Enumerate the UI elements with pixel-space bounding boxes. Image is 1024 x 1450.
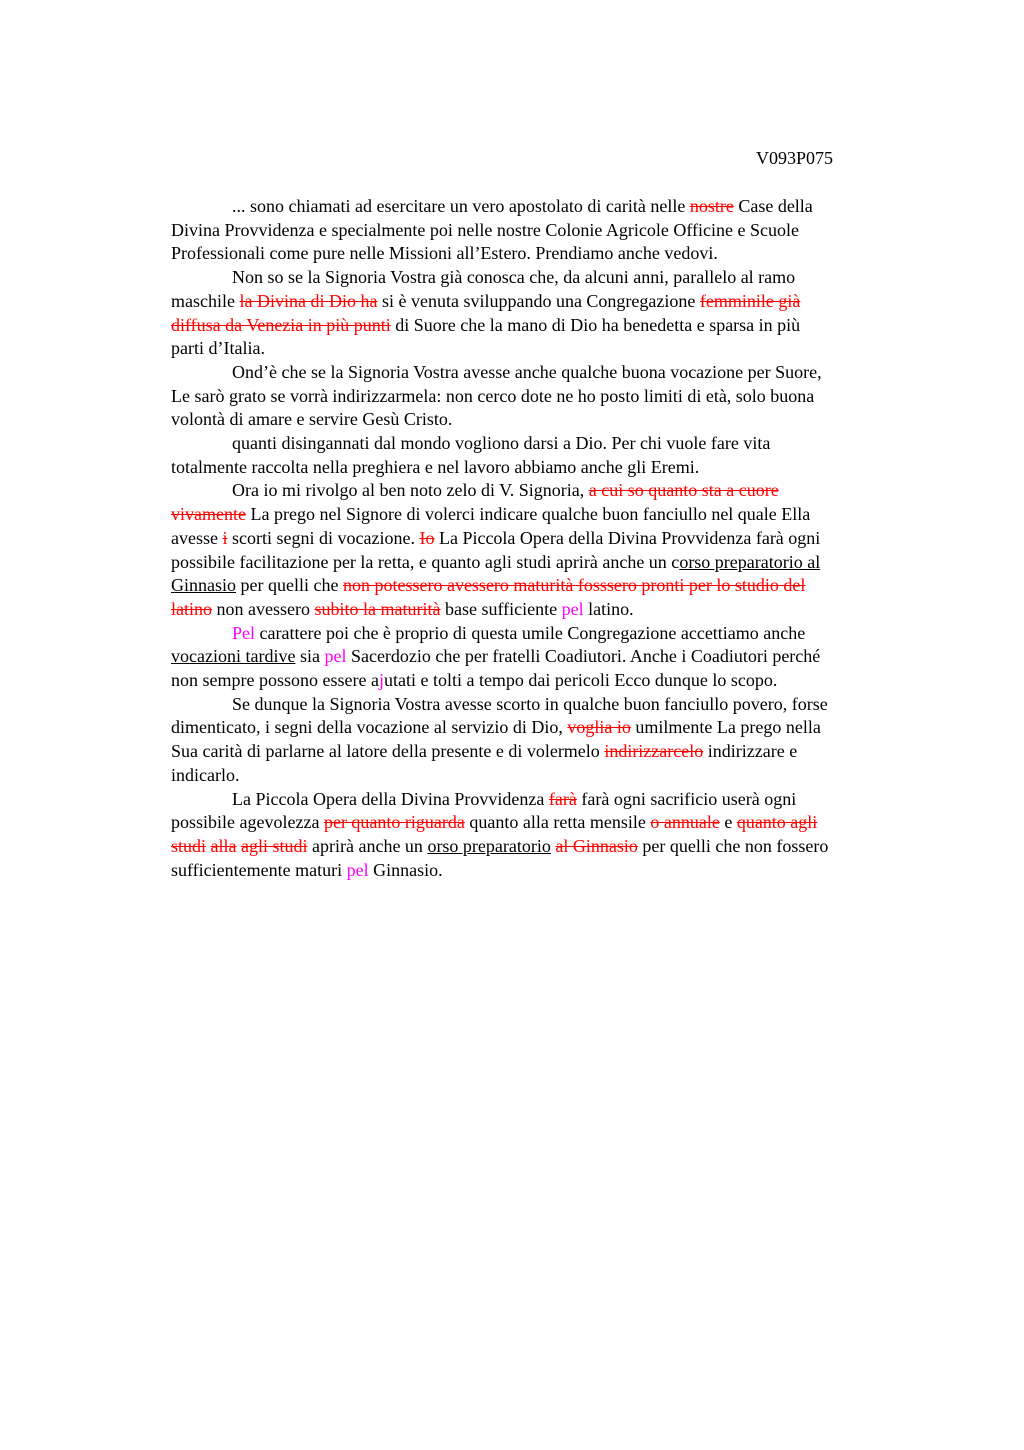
deleted-text: farà	[548, 788, 577, 809]
text-run: Sua carità di parlarne al latore della presente e di volermelo	[171, 741, 605, 762]
deleted-text: vivamente	[171, 504, 246, 525]
paragraph	[171, 479, 929, 621]
inserted-text: pel	[324, 646, 347, 667]
deleted-text: subito la maturità	[314, 598, 441, 619]
text-run: avesse	[171, 527, 223, 548]
text-run: di Suore che la mano di Dio ha benedetta e sparsa in più	[390, 314, 801, 335]
text-run: latino.	[583, 598, 634, 619]
deleted-text: per quanto riguarda	[323, 812, 465, 833]
text-run: farà ogni sacrificio userà ogni	[576, 788, 797, 809]
text-run: e	[719, 812, 737, 833]
text-run: dimenticato, i segni della vocazione al servizio di Dio,	[171, 717, 568, 738]
text-run: Divina Provvidenza e specialmente poi nelle nostre Colonie Agricole Officine e Scuole	[171, 219, 799, 240]
text-run: parti d’Italia.	[171, 338, 265, 359]
deleted-text: studi	[171, 835, 207, 856]
text-run: non sempre possono essere a	[171, 670, 379, 691]
text-run: quanto alla retta mensile	[464, 812, 651, 833]
text-run: La Piccola Opera della Divina Provvidenza	[232, 788, 549, 809]
deleted-text: la Divina di Dio ha	[239, 290, 378, 311]
letter-body	[171, 195, 929, 882]
deleted-text: a cui so quanto sta a cuore	[588, 480, 779, 501]
deleted-text: quanto agli	[736, 812, 818, 833]
deleted-text: voglia io	[567, 717, 631, 738]
text-run: base sufficiente	[440, 598, 562, 619]
underlined-text: orso preparatorio al	[679, 551, 821, 572]
inserted-text: pel	[346, 859, 369, 880]
text-run: volontà di amare e servire Gesù Cristo.	[171, 409, 453, 430]
text-run: carattere poi che è proprio di questa umile Congregazione accettiamo anche	[255, 622, 806, 643]
text-run: indirizzare e	[703, 741, 798, 762]
text-run: non avessero	[212, 598, 315, 619]
deleted-text: alla	[210, 835, 237, 856]
page-identifier: V093P075	[756, 148, 834, 168]
text-run: La prego nel Signore di volerci indicare qualche buon fanciullo nel quale Ella	[245, 504, 811, 525]
text-run: Ginnasio.	[368, 859, 443, 880]
deleted-text: femminile già	[699, 290, 801, 311]
paragraph	[171, 622, 929, 693]
text-run: quanti disingannati dal mondo vogliono darsi a Dio. Per chi vuole fare vita	[232, 433, 771, 454]
deleted-text: i	[222, 527, 228, 548]
text-run: per quelli che	[236, 575, 343, 596]
deleted-text: al Ginnasio	[555, 835, 638, 856]
deleted-text: latino	[171, 598, 212, 619]
text-run: utati e tolti a tempo dai pericoli Ecco dunque lo scopo.	[383, 670, 778, 691]
text-run: maschile	[171, 290, 240, 311]
underlined-text: orso preparatorio	[427, 835, 551, 856]
text-run: possibile facilitazione per la retta, e quanto agli studi aprirà anche un c	[171, 551, 680, 572]
text-run: sia	[295, 646, 325, 667]
text-run: Professionali come pure nelle Missioni all’Estero. Prendiamo anche vedovi.	[171, 243, 718, 264]
underlined-text: vocazioni tardive	[171, 646, 296, 667]
paragraph	[171, 432, 929, 479]
text-run: si è venuta sviluppando una Congregazione	[377, 290, 700, 311]
paragraph	[171, 693, 929, 788]
text-run: sufficientemente maturi	[171, 859, 347, 880]
text-run: Case della	[733, 196, 813, 216]
deleted-text: nostre	[689, 196, 734, 216]
paragraph	[171, 266, 929, 361]
underlined-text: Ginnasio	[171, 575, 236, 596]
text-run: umilmente La prego nella	[630, 717, 821, 738]
text-run: Non so se la Signoria Vostra già conosca che, da alcuni anni, parallelo al ramo	[232, 267, 796, 288]
inserted-text: j	[378, 670, 384, 691]
text-run: aprirà anche un	[307, 835, 428, 856]
text-run: Sacerdozio che per fratelli Coadiutori. Anche i Coadiutori perché	[346, 646, 821, 667]
text-run: per quelli che non fossero	[637, 835, 829, 856]
deleted-text: Io	[419, 527, 435, 548]
text-run: Le sarò grato se vorrà indirizzarmela: non cerco dote ne ho posto limiti di età, solo buona	[171, 385, 815, 406]
text-run: Ond’è che se la Signoria Vostra avesse anche qualche buona vocazione per Suore,	[232, 361, 822, 382]
text-run: La Piccola Opera della Divina Provvidenza farà ogni	[434, 527, 821, 548]
inserted-text: Pel	[232, 622, 256, 643]
text-run: indicarlo.	[171, 764, 240, 785]
paragraph	[171, 361, 929, 432]
text-run: Ora io mi rivolgo al ben noto zelo di V. Signoria,	[232, 480, 589, 501]
paragraph	[171, 788, 929, 883]
text-run: scorti segni di vocazione.	[227, 527, 420, 548]
deleted-text: agli studi	[241, 835, 308, 856]
text-run: totalmente raccolta nella preghiera e nel lavoro abbiamo anche gli Eremi.	[171, 456, 700, 477]
text-run: possibile agevolezza	[171, 812, 324, 833]
deleted-text: diffusa da Venezia in più punti	[171, 314, 391, 335]
deleted-text: non potessero avessero maturità fosssero pronti per lo studio del	[342, 575, 806, 596]
deleted-text: o annuale	[650, 812, 720, 833]
inserted-text: pel	[561, 598, 584, 619]
text-run: ... sono chiamati ad esercitare un vero apostolato di carità nelle	[232, 196, 690, 216]
paragraph	[171, 195, 929, 266]
text-run: Se dunque la Signoria Vostra avesse scorto in qualche buon fanciullo povero, forse	[232, 693, 828, 714]
deleted-text: indirizzarcelo	[604, 741, 704, 762]
